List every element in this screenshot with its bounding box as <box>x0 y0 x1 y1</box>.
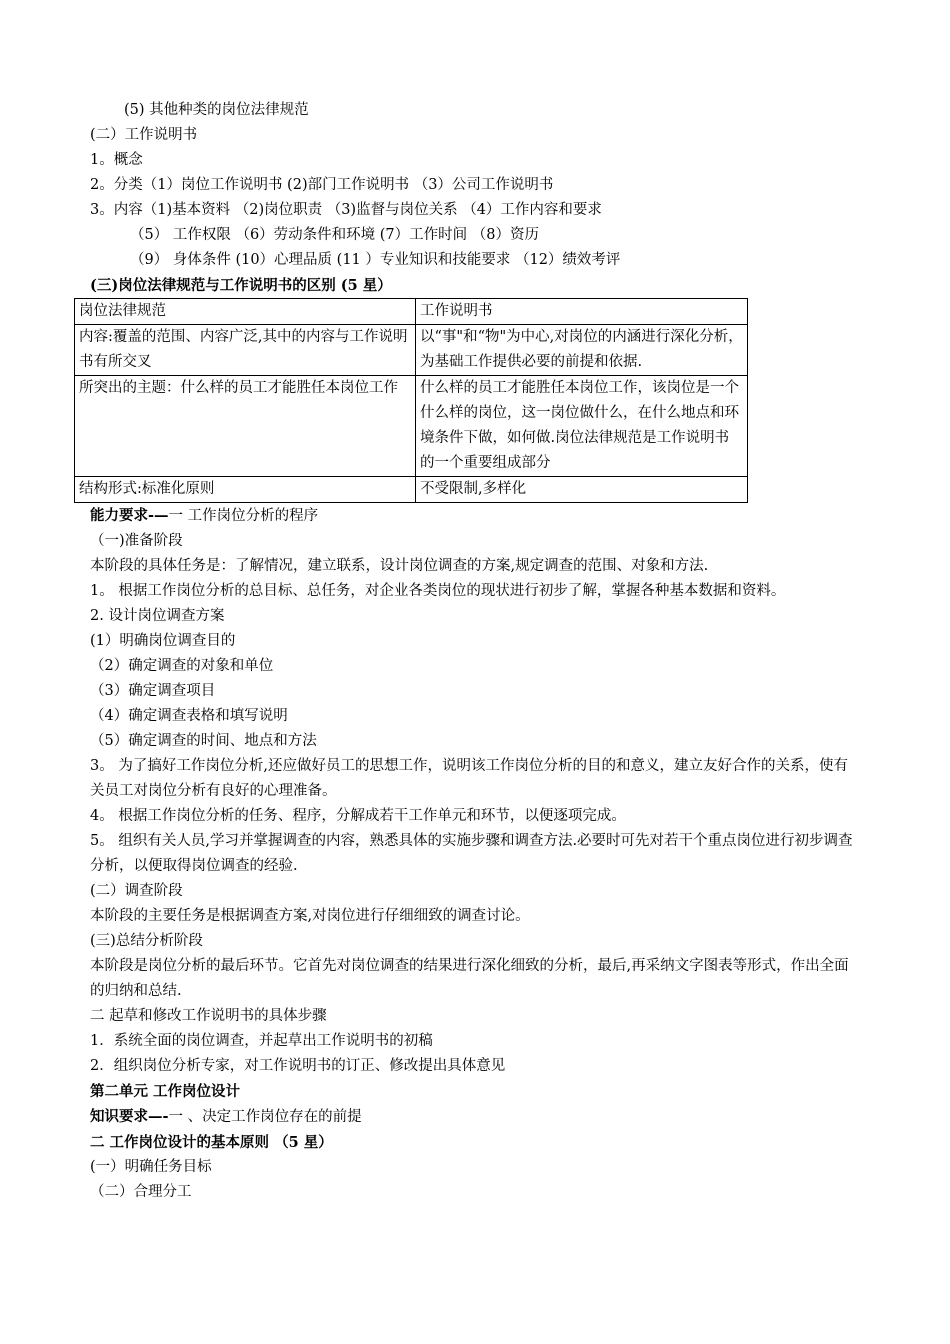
list-item: 1．系统全面的岗位调查，并起草出工作说明书的初稿 <box>90 1033 433 1049</box>
table-cell: 所突出的主题：什么样的员工才能胜任本岗位工作 <box>75 376 416 477</box>
table-cell: 内容:覆盖的范围、内容广泛,其中的内容与工作说明书有所交叉 <box>75 325 416 376</box>
paragraph: 1。 根据工作岗位分析的总目标、总任务，对企业各类岗位的现状进行初步了解，掌握各种基本数据和资料。 <box>90 583 786 599</box>
section-heading: 二 工作岗位设计的基本原则 （5 星） <box>90 1134 333 1151</box>
subsection-heading: 二 起草和修改工作说明书的具体步骤 <box>90 1008 327 1024</box>
list-item: 2。分类（1）岗位工作说明书 (2)部门工作说明书 （3）公司工作说明书 <box>90 177 554 193</box>
heading-bold-part: 能力要求-— <box>90 507 169 524</box>
list-item: (5) 其他种类的岗位法律规范 <box>124 102 309 118</box>
list-item: 2．组织岗位分析专家，对工作说明书的订正、修改提出具体意见 <box>90 1058 506 1074</box>
list-item: 2. 设计岗位调查方案 <box>90 608 225 624</box>
list-item: （5）确定调查的时间、地点和方法 <box>90 733 317 749</box>
list-item: （3）确定调查项目 <box>90 683 216 699</box>
section-heading: (三)岗位法律规范与工作说明书的区别 (5 星） <box>90 277 392 294</box>
section-heading <box>90 1104 862 1130</box>
list-item: （4）确定调查表格和填写说明 <box>90 708 288 724</box>
table-cell: 什么样的员工才能胜任本岗位工作，该岗位是一个什么样的岗位，这一岗位做什么，在什么地点和环境条件下做，如何做.岗位法律规范是工作说明书的一个重要组成部分 <box>416 376 748 477</box>
section-heading <box>90 503 862 529</box>
list-item: (一）明确任务目标 <box>90 1159 212 1175</box>
section-heading: (二）工作说明书 <box>90 127 198 143</box>
list-item: 3。内容（1)基本资料 （2)岗位职责 （3)监督与岗位关系 （4）工作内容和要求 <box>90 202 602 218</box>
list-item: (1）明确岗位调查目的 <box>90 633 236 649</box>
subsection-heading: (三)总结分析阶段 <box>90 933 203 949</box>
comparison-table <box>74 298 748 503</box>
list-item: （2）确定调查的对象和单位 <box>90 658 274 674</box>
list-item: （二）合理分工 <box>90 1184 192 1200</box>
table-header-cell: 工作说明书 <box>416 299 748 325</box>
paragraph: 本阶段的主要任务是根据调查方案,对岗位进行仔细细致的调查讨论。 <box>90 908 530 924</box>
paragraph: 3。 为了搞好工作岗位分析,还应做好员工的思想工作，说明该工作岗位分析的目的和意义，建立友好合作的关系，使有关员工对岗位分析有良好的心理准备。 <box>90 758 848 799</box>
paragraph: 本阶段是岗位分析的最后环节。它首先对岗位调查的结果进行深化细致的分析，最后,再采纳文字图表等形式，作出全面的归纳和总结. <box>90 958 849 999</box>
list-item: 1。概念 <box>90 152 143 168</box>
table-cell: 结构形式:标准化原则 <box>75 477 416 503</box>
document-page <box>79 98 862 1205</box>
heading-rest: 一 工作岗位分析的程序 <box>168 508 319 524</box>
table-header-row <box>75 299 748 325</box>
list-item: （5） 工作权限 （6）劳动条件和环境 (7）工作时间 （8）资历 <box>130 227 539 243</box>
table-row <box>75 325 748 376</box>
list-item: （9） 身体条件 (10）心理品质 (11 ）专业知识和技能要求 （12）绩效考评 <box>130 252 621 268</box>
table-cell: 以“事"和“物"为中心,对岗位的内涵进行深化分析，为基础工作提供必要的前提和依据. <box>416 325 748 376</box>
paragraph: 4。 根据工作岗位分析的任务、程序，分解成若干工作单元和环节，以便逐项完成。 <box>90 808 626 824</box>
paragraph: 5。 组织有关人员,学习并掌握调查的内容，熟悉具体的实施步骤和调查方法.必要时可先对若干个重点岗位进行初步调查分析，以便取得岗位调查的经验. <box>90 833 853 874</box>
paragraph: 本阶段的具体任务是：了解情况，建立联系，设计岗位调查的方案,规定调查的范围、对象和方法. <box>90 558 709 574</box>
table-row <box>75 477 748 503</box>
table-header-cell: 岗位法律规范 <box>75 299 416 325</box>
subsection-heading: （一)准备阶段 <box>90 533 183 549</box>
subsection-heading: (二）调查阶段 <box>90 883 183 899</box>
unit-title: 第二单元 工作岗位设计 <box>90 1083 241 1100</box>
table-row <box>75 376 748 477</box>
heading-bold-part: 知识要求—- <box>90 1108 169 1125</box>
table-cell: 不受限制,多样化 <box>416 477 748 503</box>
heading-rest: 一 、决定工作岗位存在的前提 <box>168 1109 362 1125</box>
